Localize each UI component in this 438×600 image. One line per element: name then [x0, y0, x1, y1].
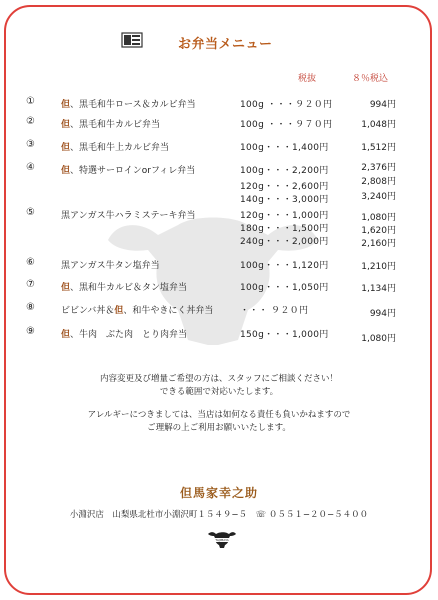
menu-item-price-incl: 994円	[369, 309, 396, 319]
menu-item-label: 黒アンガス牛ハラミステーキ弁当	[61, 211, 196, 221]
menu-item-number: ②	[26, 116, 35, 127]
brand-char: 但	[61, 120, 71, 130]
notice-line-3: アレルギーにつきましては、当店は如何なる責任も負いかねますので	[87, 410, 351, 420]
menu-item-price-excl: 120g・・・1,000円	[240, 211, 329, 221]
menu-item-price-excl: 180g・・・1,500円	[240, 224, 329, 234]
menu-item-number: ⑥	[26, 257, 35, 268]
menu-item-label: 、和牛やきにく丼弁当	[123, 306, 214, 316]
menu-item-label: 、黒毛和牛ロース＆カルビ弁当	[70, 100, 196, 110]
menu-item-price-incl: 2,808円	[361, 177, 396, 187]
menu-item-name	[61, 280, 187, 293]
menu-item-price-excl: 100g ・・・９７０円	[240, 120, 333, 130]
menu-item-label: ビビンバ丼＆	[61, 306, 115, 316]
menu-item-price-excl: 150g・・・1,000円	[240, 330, 329, 340]
notice-line-2: できる範囲で対応いたします。	[159, 387, 279, 397]
menu-item-name	[61, 140, 169, 153]
menu-item-price-incl: 1,620円	[361, 226, 396, 236]
notice-line-4: ご理解の上ご利用お願いいたします。	[147, 423, 291, 433]
shop-name: 但馬家幸之助	[179, 486, 258, 500]
menu-item-label: 黒アンガス牛タン塩弁当	[61, 261, 160, 271]
menu-item-name	[61, 208, 195, 221]
menu-item-price-incl: 1,512円	[361, 143, 396, 153]
bull-tag-logo-icon	[204, 528, 240, 552]
menu-item-number: ④	[26, 162, 35, 173]
menu-item-price-excl: 140g・・・3,000円	[240, 195, 329, 205]
menu-item-name	[61, 303, 213, 316]
menu-item-price-excl: ・・・ ９２０円	[240, 306, 309, 316]
page-title: お弁当メニュー	[178, 37, 273, 52]
menu-item-price-excl: 100g・・・2,200円	[240, 166, 329, 176]
menu-item-label: 、黒毛和牛カルビ弁当	[70, 120, 161, 130]
shop-address: 小淵沢店 山梨県北杜市小淵沢町１５４９−５ ☏ ０５５１−２０−５４００	[69, 510, 369, 520]
menu-item-label: 、特選サーロインorフィレ弁当	[70, 166, 196, 176]
menu-item-name	[61, 327, 187, 340]
menu-item-name	[61, 258, 160, 271]
menu-item-price-incl: 2,376円	[361, 163, 396, 173]
menu-item-label: 、牛肉 ぶた肉 とり肉弁当	[70, 330, 188, 340]
brand-char: 但	[61, 283, 71, 293]
brand-char: 但	[61, 330, 71, 340]
menu-item-price-incl: 1,210円	[361, 262, 396, 272]
menu-item-number: ⑤	[26, 207, 35, 218]
menu-item-price-excl: 240g・・・2,000円	[240, 237, 329, 247]
tag-text: TAJIMAYA	[215, 538, 229, 543]
menu-item-price-incl: 1,080円	[361, 334, 396, 344]
menu-item-price-incl: 1,048円	[361, 120, 396, 130]
menu-item-price-incl: 994円	[369, 100, 396, 110]
header-tax-excluded: 税抜	[298, 74, 317, 84]
menu-item-label: 、黒和牛カルビ＆タン塩弁当	[70, 283, 188, 293]
notice-line-1: 内容変更及び増量ご希望の方は、スタッフにご相談ください！	[99, 374, 338, 384]
brand-char: 但	[61, 166, 71, 176]
menu-item-price-incl: 1,134円	[361, 284, 396, 294]
menu-item-number: ⑦	[26, 279, 35, 290]
brand-char: 但	[61, 143, 71, 153]
menu-item-price-incl: 1,080円	[361, 213, 396, 223]
menu-item-price-excl: 100g・・・1,120円	[240, 261, 329, 271]
menu-item-number: ①	[26, 96, 35, 107]
brand-char: 但	[114, 306, 124, 316]
menu-item-price-incl: 2,160円	[361, 239, 396, 249]
menu-item-price-excl: 100g・・・1,400円	[240, 143, 329, 153]
header-tax-included: ８％税込	[352, 74, 389, 84]
menu-item-name	[61, 117, 160, 130]
shop-logo-icon	[121, 32, 143, 48]
brand-char: 但	[61, 100, 71, 110]
menu-item-number: ③	[26, 139, 35, 150]
menu-item-name	[61, 163, 195, 176]
menu-item-label: 、黒毛和牛上カルビ弁当	[70, 143, 170, 153]
menu-item-price-excl: 100g ・・・９２０円	[240, 100, 333, 110]
menu-item-price-excl: 120g・・・2,600円	[240, 182, 329, 192]
menu-item-price-excl: 100g・・・1,050円	[240, 283, 329, 293]
menu-item-name	[61, 97, 196, 110]
menu-item-number: ⑨	[26, 326, 35, 337]
menu-item-number: ⑧	[26, 302, 35, 313]
menu-item-price-incl: 3,240円	[361, 192, 396, 202]
